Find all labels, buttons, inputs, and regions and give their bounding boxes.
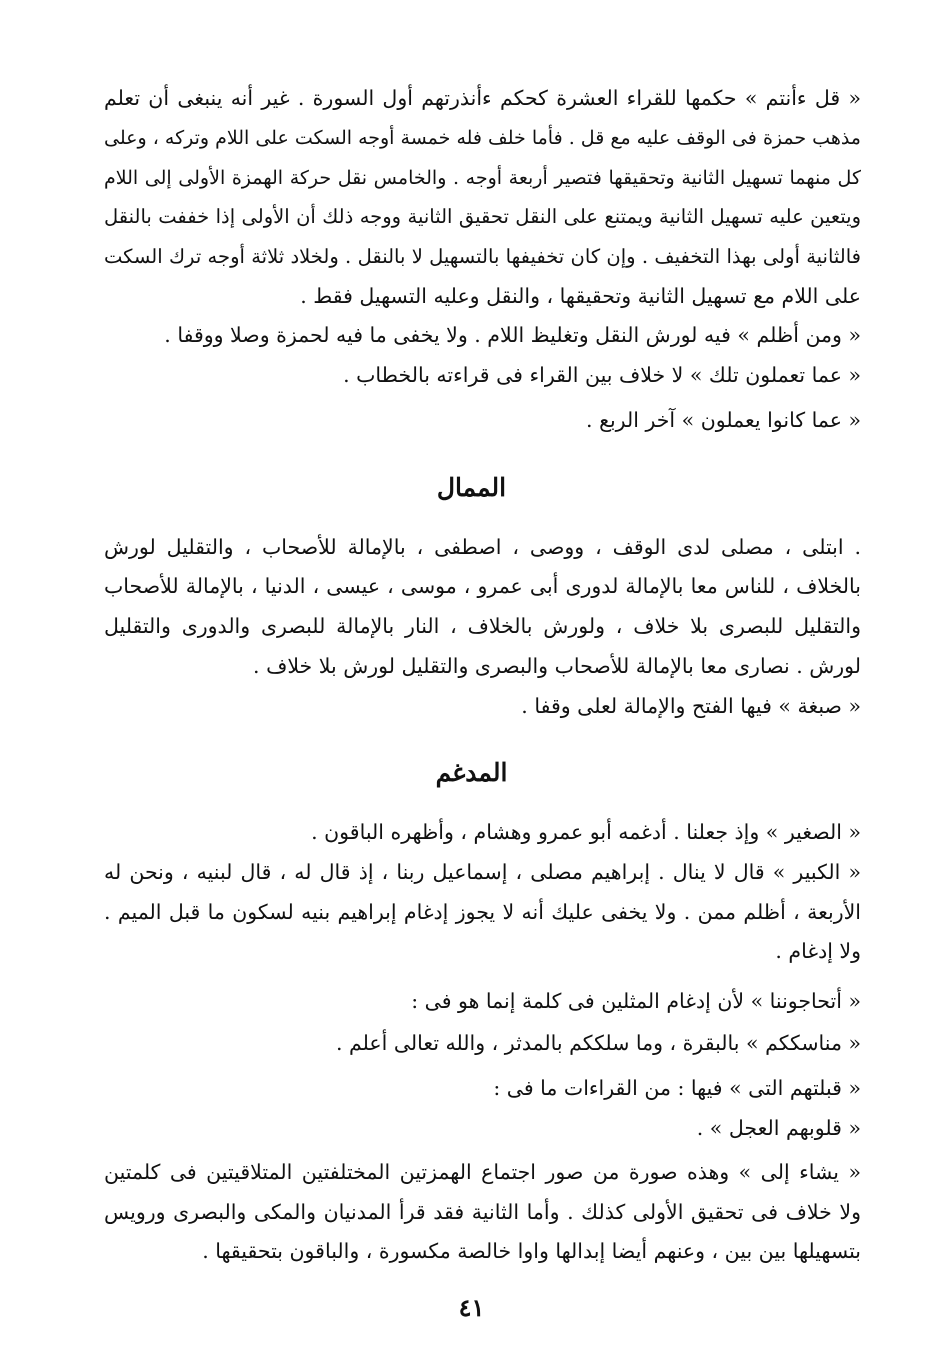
paragraph-line: بالخلاف ، للناس معا بالإمالة لدورى أبى عمرو ، موسى ، عيسى ، الدنيا ، بالإمالة للأصحاب <box>104 574 861 598</box>
paragraph-line: « يشاء إلى » وهذه صورة من صور اجتماع الهمزتين المختلفتين المتلاقيتين فى كلمتين <box>104 1160 861 1184</box>
paragraph-line: الأربعة ، أظلم ممن . ولا يخفى عليك أنه لا يجوز إدغام إبراهيم بنيه لسكون ما قبل الميم . <box>104 900 861 924</box>
paragraph-line: مذهب حمزة فى الوقف عليه مع قل . فأما خلف فله خمسة أوجه السكت على اللام وتركه ، وعلى <box>104 127 861 149</box>
verse-note: « قلوبهم العجل » . <box>696 1116 861 1140</box>
paragraph-line: كل منهما تسهيل الثانية وتحقيقها فتصير أربعة أوجه . والخامس نقل حركة الهمزة الأولى إلى اللام <box>104 167 861 189</box>
paragraph-line: . ابتلى ، مصلى لدى الوقف ، ووصى ، اصطفى ، بالإمالة للأصحاب ، والتقليل لورش <box>104 535 861 559</box>
verse-note: « عما كانوا يعملون » آخر الربع . <box>586 408 861 432</box>
paragraph-line: والتقليل للبصرى بلا خلاف ، ولورش بالخلاف ، النار بالإمالة للبصرى والدورى والتقليل <box>104 614 861 638</box>
verse-note: « ومن أظلم » فيه لورش النقل وتغليظ اللام . ولا يخفى ما فيه لحمزة وصلا ووقفا . <box>164 323 861 347</box>
verse-note: « قبلتهم التى » فيها : من القراءات ما فى : <box>493 1076 861 1100</box>
paragraph-line: على اللام مع تسهيل الثانية وتحقيقها ، والنقل وعليه التسهيل فقط . <box>300 284 861 308</box>
paragraph-line: بتسهيلها بين بين ، وعنهم أيضا إبدالها واوا خالصة مكسورة ، والباقون بتحقيقها . <box>202 1239 861 1263</box>
paragraph-line: ولا خلاف فى تحقيق الأولى كذلك . وأما الثانية فقد قرأ المدنيان والمكى والبصرى ورويس <box>104 1200 861 1224</box>
paragraph-line: « قل ءأنتم » حكمها للقراء العشرة كحكم ءأنذرتهم أول السورة . غير أنه ينبغى أن تعلم <box>104 86 861 110</box>
paragraph-line: ولا إدغام . <box>775 939 861 963</box>
paragraph-line: « الكبير » قال لا ينال . إبراهيم مصلى ، إسماعيل ربنا ، إذ قال له ، قال لبنيه ، ونحن له <box>104 860 861 884</box>
verse-note: « أتحاجوننا » لأن إدغام المثلين فى كلمة إنما هو فى : <box>411 989 861 1013</box>
section-heading-mudgham: المدغم <box>435 758 508 787</box>
verse-note: « صبغة » فيها الفتح والإمالة لعلى وقفا . <box>521 694 861 718</box>
verse-note: « عما تعملون تلك » لا خلاف بين القراء فى قراءته بالخطاب . <box>343 363 861 387</box>
paragraph-line: ويتعين عليه تسهيل الثانية ويمتنع على النقل تحقيق الثانية ووجه ذلك أن الأولى إذا خففت بالنقل <box>104 205 861 228</box>
section-heading-mumal: الممال <box>436 473 507 502</box>
paragraph-line: لورش . نصارى معا بالإمالة للأصحاب والبصرى والتقليل لورش بلا خلاف . <box>253 654 861 678</box>
verse-note: « مناسككم » بالبقرة ، وما سلككم بالمدثر ، والله تعالى أعلم . <box>335 1031 861 1055</box>
paragraph-line: « الصغير » وإذ جعلنا . أدغمه أبو عمرو وهشام ، وأظهره الباقون . <box>311 820 861 844</box>
paragraph-line: فالثانية أولى بهذا التخفيف . وإن كان تخفيفها بالتسهيل لا بالنقل . ولخلاد ثلاثة أوجه ترك السكت <box>104 245 861 268</box>
page-number: ٤١ <box>458 1293 485 1322</box>
